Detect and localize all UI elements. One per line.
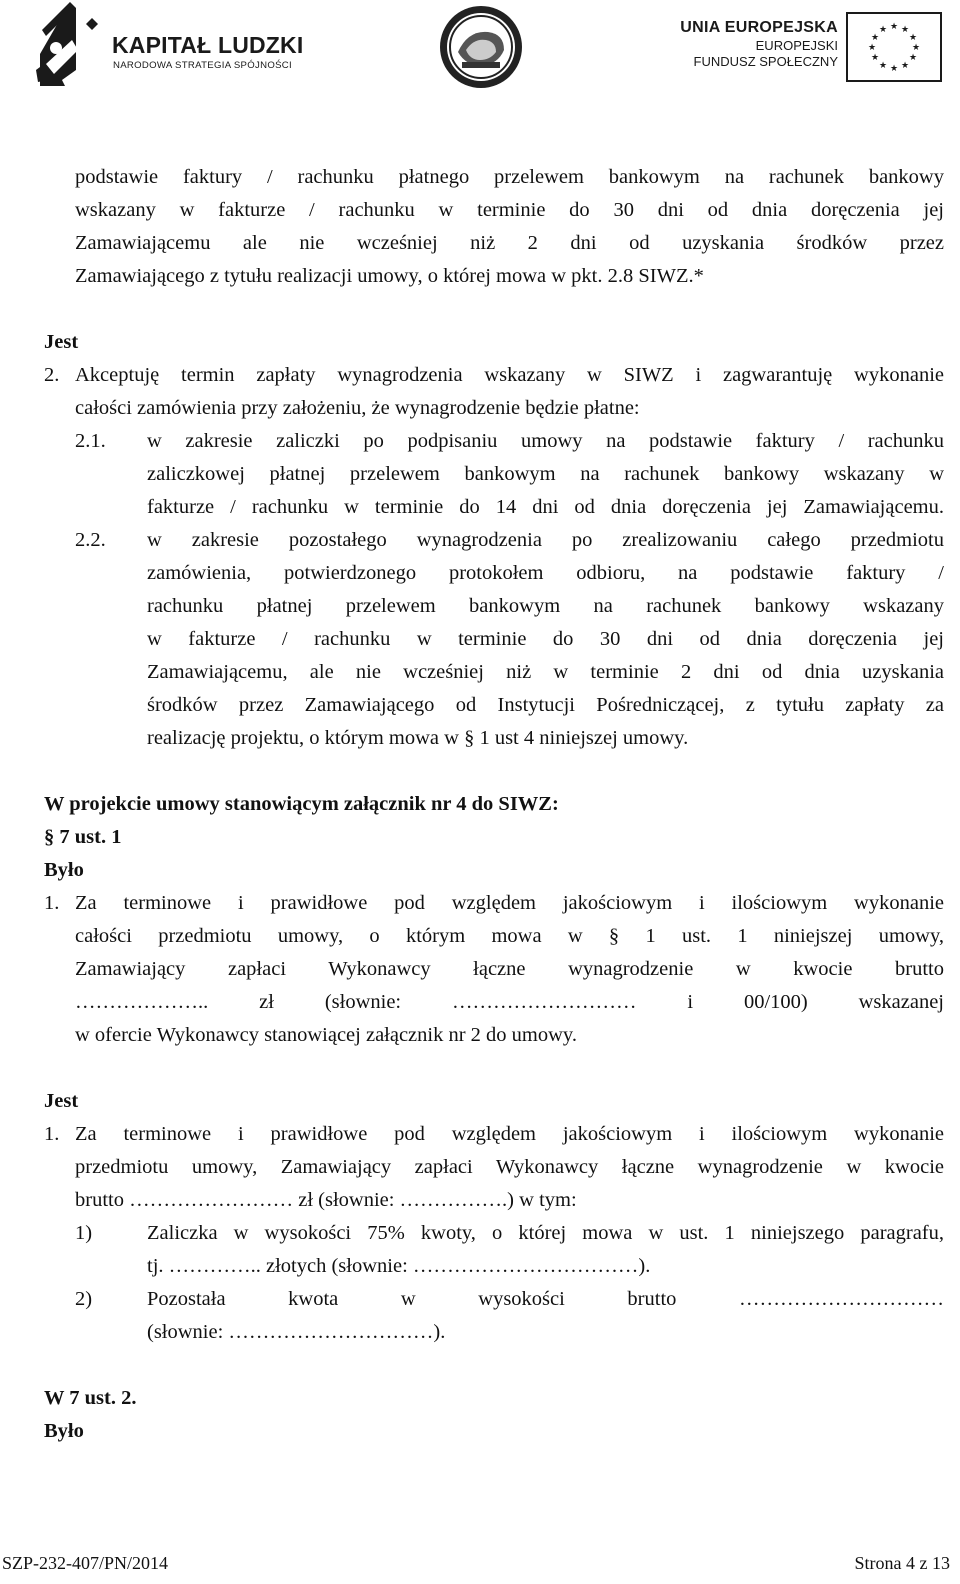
jest-heading: Jest xyxy=(44,331,79,353)
svg-text:★: ★ xyxy=(911,43,921,53)
svg-text:★: ★ xyxy=(878,25,888,35)
bylo-item-number: 1. xyxy=(44,892,60,914)
seal-icon xyxy=(438,4,524,90)
item-2-line: całości zamówienia przy założeniu, że wynagrodzenie będzie płatne: xyxy=(75,397,640,419)
document-reference: SZP-232-407/PN/2014 xyxy=(2,1553,169,1573)
logo-name: KAPITAŁ LUDZKI xyxy=(112,32,304,58)
para1-line: Zamawiającego z tytułu realizacji umowy, o której mowa w pkt. 2.8 SIWZ.* xyxy=(75,265,704,287)
item-2-2-line: realizację projektu, o którym mowa w § 1 ust 4 niniejszej umowy. xyxy=(147,727,689,749)
bylo-item-line: ……………….. zł (słownie: ……………………… i 00/100) wskazanej xyxy=(75,991,944,1013)
eu-label xyxy=(680,18,838,70)
jest-item-line: brutto …………………… zł (słownie: …………….) w tym: xyxy=(75,1189,577,1211)
section-heading: W projekcie umowy stanowiącym załącznik nr 4 do SIWZ: xyxy=(44,793,559,815)
jest-item-line: przedmiotu umowy, Zamawiający zapłaci Wykonawcy łączne wynagrodzenie w kwocie xyxy=(75,1156,944,1178)
bylo-item-line: całości przedmiotu umowy, o którym mowa w § 1 ust. 1 niniejszej umowy, xyxy=(75,925,944,947)
item-2-1-line: zaliczkowej płatnej przelewem bankowym na rachunek bankowy wskazany w xyxy=(147,463,944,485)
eu-subtitle-2: FUNDUSZ SPOŁECZNY xyxy=(693,54,838,69)
item-2-1-line: w zakresie zaliczki po podpisaniu umowy na podstawie faktury / rachunku xyxy=(147,430,944,452)
subitem-2-line: Pozostała kwota w wysokości brutto ………………………… xyxy=(147,1288,944,1310)
item-2-2-number: 2.2. xyxy=(75,529,106,551)
svg-text:★: ★ xyxy=(889,64,899,74)
subitem-2-number: 2) xyxy=(75,1288,93,1310)
svg-text:★: ★ xyxy=(889,22,899,32)
svg-text:★: ★ xyxy=(900,61,910,71)
subitem-1-number: 1) xyxy=(75,1222,93,1244)
subitem-1-line: tj. ………….. złotych (słownie: ……………………………). xyxy=(147,1255,651,1277)
svg-text:★: ★ xyxy=(878,61,888,71)
item-2-line: Akceptuję termin zapłaty wynagrodzenia wskazany w SIWZ i zagwarantuję wykonanie xyxy=(75,364,944,386)
para1-line: Zamawiającemu ale nie wcześniej niż 2 dni od uzyskania środków przez xyxy=(75,232,944,254)
eu-title: UNIA EUROPEJSKA xyxy=(680,19,838,36)
subitem-1-line: Zaliczka w wysokości 75% kwoty, o której mowa w ust. 1 niniejszego paragrafu, xyxy=(147,1222,944,1244)
institution-seal xyxy=(438,4,524,90)
bylo-heading: Było xyxy=(44,859,84,881)
para1-line: podstawie faktury / rachunku płatnego przelewem bankowym na rachunek bankowy xyxy=(75,166,944,188)
svg-text:★: ★ xyxy=(908,53,918,63)
item-2-2-line: zamówienia, potwierdzonego protokołem odbioru, na podstawie faktury / xyxy=(147,562,944,584)
subitem-2-line: (słownie: …………………………). xyxy=(147,1321,446,1343)
para1-line: wskazany w fakturze / rachunku w terminie do 30 dni od dnia doręczenia jej xyxy=(75,199,944,221)
item-2-2-line: w fakturze / rachunku w terminie do 30 dni od dnia doręczenia jej xyxy=(147,628,944,650)
item-2-2-line: w zakresie pozostałego wynagrodzenia po zrealizowaniu całego przedmiotu xyxy=(147,529,944,551)
eu-subtitle-1: EUROPEJSKI xyxy=(755,38,838,53)
page-number: Strona 4 z 13 xyxy=(854,1553,950,1573)
item-2-1-number: 2.1. xyxy=(75,430,106,452)
jest-item-line: Za terminowe i prawidłowe pod względem jakościowym i ilościowym wykonanie xyxy=(75,1123,944,1145)
item-2-2-line: rachunku płatnej przelewem bankowym na rachunek bankowy wskazany xyxy=(147,595,944,617)
kapital-ludzki-logo xyxy=(32,0,332,92)
jest-heading: Jest xyxy=(44,1090,79,1112)
paragraph-reference: § 7 ust. 1 xyxy=(44,826,122,848)
svg-text:★: ★ xyxy=(908,33,918,43)
eu-flag-icon xyxy=(846,12,942,82)
section-heading: W 7 ust. 2. xyxy=(44,1387,137,1409)
svg-text:★: ★ xyxy=(867,43,877,53)
bylo-item-line: Zamawiający zapłaci Wykonawcy łączne wynagrodzenie w kwocie brutto xyxy=(75,958,944,980)
item-2-2-line: środków przez Zamawiającego od Instytucji Pośredniczącej, z tytułu zapłaty za xyxy=(147,694,944,716)
svg-text:★: ★ xyxy=(870,53,880,63)
item-2-number: 2. xyxy=(44,364,60,386)
bylo-item-line: Za terminowe i prawidłowe pod względem jakościowym i ilościowym wykonanie xyxy=(75,892,944,914)
svg-text:★: ★ xyxy=(870,33,880,43)
bylo-heading: Było xyxy=(44,1420,84,1442)
page-header xyxy=(0,0,960,100)
bylo-item-line: w ofercie Wykonawcy stanowiącej załącznik nr 2 do umowy. xyxy=(75,1024,577,1046)
item-2-2-line: Zamawiającemu, ale nie wcześniej niż w terminie 2 dni od dnia uzyskania xyxy=(147,661,944,683)
logo-subtitle: NARODOWA STRATEGIA SPÓJNOŚCI xyxy=(113,60,292,71)
svg-text:★: ★ xyxy=(900,25,910,35)
item-2-1-line: fakturze / rachunku w terminie do 14 dni od dnia doręczenia jej Zamawiającemu. xyxy=(147,496,944,518)
jest-item-number: 1. xyxy=(44,1123,60,1145)
kapital-ludzki-emblem-icon xyxy=(32,0,108,92)
